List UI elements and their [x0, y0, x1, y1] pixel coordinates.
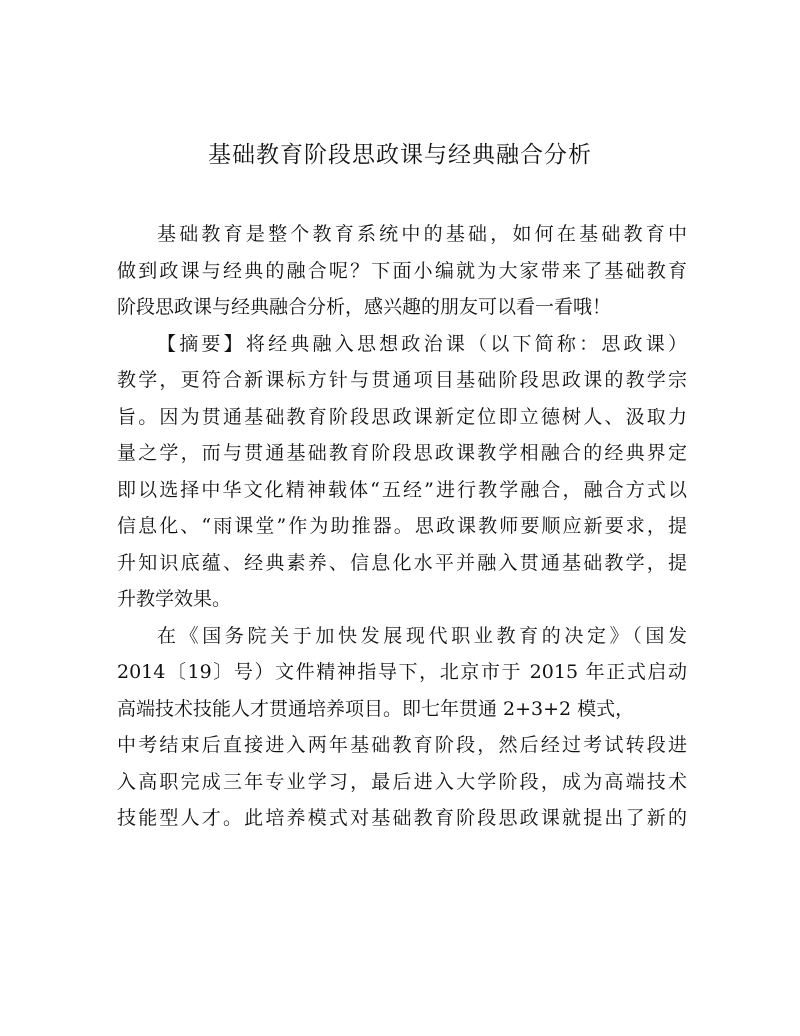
- abstract-line-3: 旨。因为贯通基础教育阶段思政课新定位即立德树人、汲取力: [117, 405, 687, 428]
- abstract-line-4: 量之学，而与贯通基础教育阶段思政课教学相融合的经典界定: [117, 442, 687, 464]
- intro-line-3: 阶段思政课与经典融合分析，感兴趣的朋友可以看一看哦！: [117, 296, 612, 318]
- abstract-line-8: 升教学效果。: [117, 588, 232, 610]
- document-title: 基础教育阶段思政课与经典融合分析: [208, 142, 592, 168]
- abstract-line-6: 信息化、“雨课堂”作为助推器。思政课教师要顺应新要求，提: [117, 515, 687, 537]
- abstract-line-1: 【摘要】将经典融入思想政治课（以下简称：思政课）: [157, 332, 687, 355]
- background-line-4: 中考结束后直接进入两年基础教育阶段，然后经过考试转段进: [117, 734, 687, 756]
- intro-line-1: 基础教育是整个教育系统中的基础，如何在基础教育中: [157, 223, 687, 245]
- background-line-2: 2014〔19〕号）文件精神指导下，北京市于 2015 年正式启动: [117, 661, 687, 683]
- intro-line-2: 做到政课与经典的融合呢？下面小编就为大家带来了基础教育: [117, 259, 687, 282]
- background-line-6: 技能型人才。此培养模式对基础教育阶段思政课就提出了新的: [117, 807, 687, 829]
- abstract-line-2: 教学，更符合新课标方针与贯通项目基础阶段思政课的教学宗: [117, 369, 687, 391]
- abstract-line-5: 即以选择中华文化精神载体“五经”进行教学融合，融合方式以: [117, 478, 687, 501]
- abstract-line-7: 升知识底蕴、经典素养、信息化水平并融入贯通基础教学，提: [117, 551, 687, 574]
- document-body: [117, 216, 687, 837]
- background-line-5: 入高职完成三年专业学习，最后进入大学阶段，成为高端技术: [117, 770, 687, 793]
- background-line-3: 高端技术技能人才贯通培养项目。即七年贯通 2+3+2 模式，: [117, 697, 635, 720]
- background-line-1: 在《国务院关于加快发展现代职业教育的决定》（国发: [157, 624, 687, 647]
